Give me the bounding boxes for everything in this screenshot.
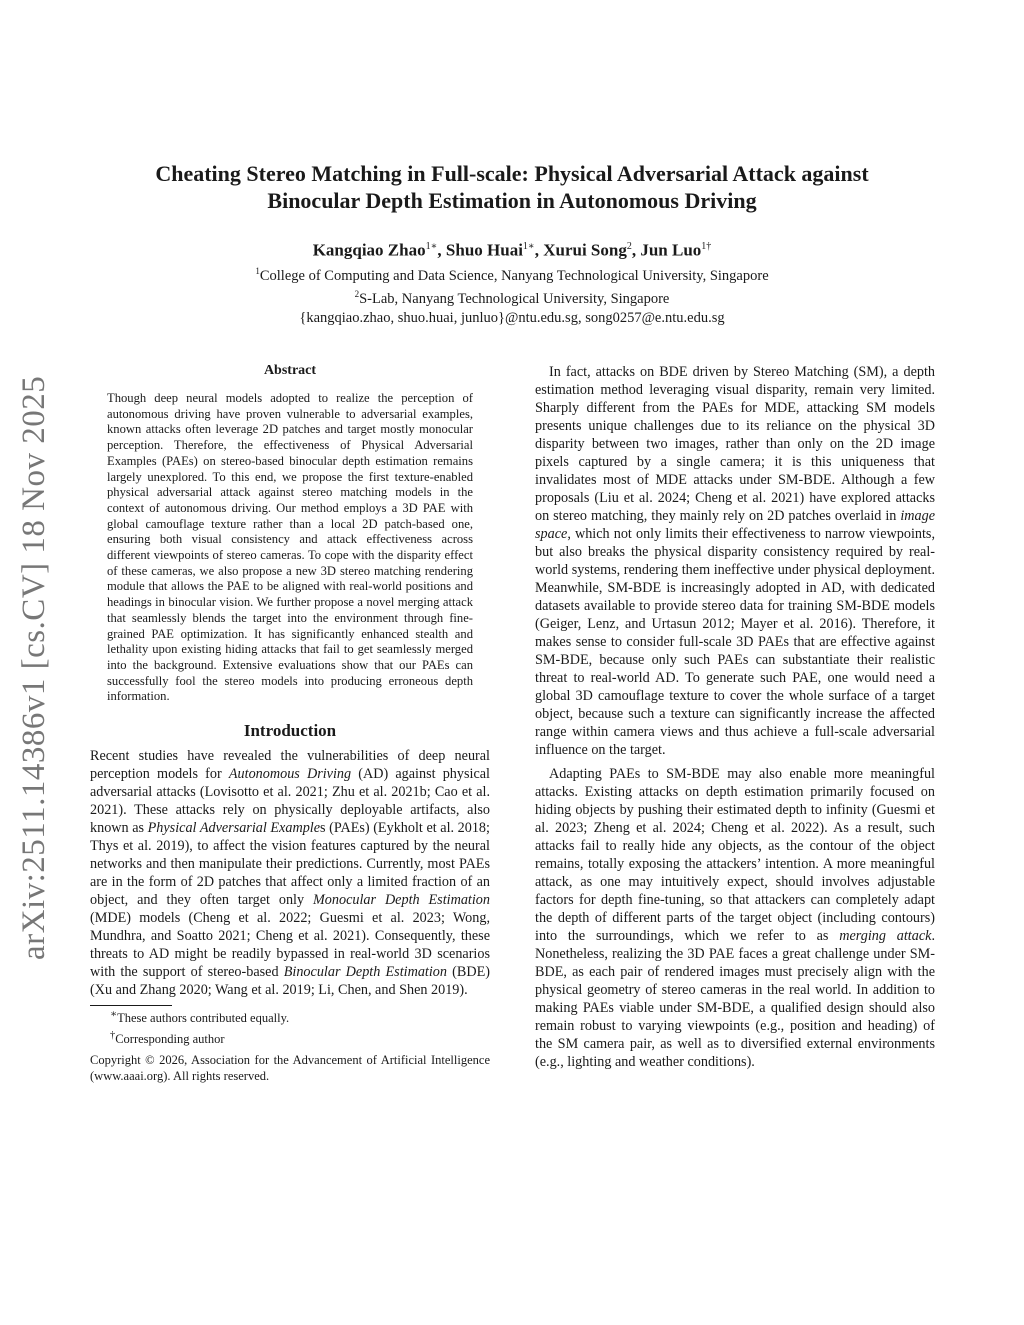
author-name: Xurui Song	[543, 240, 627, 260]
emphasized-term: Monocular Depth Estimation	[312, 892, 490, 909]
author-mark: 2	[626, 241, 632, 252]
text-run: (AD) against physical adversarial attacks (Lovisotto et al. 2021; Zhu et al. 2021b; Cao et al. 2021). These attacks rely on physically deployable artifacts, also known as	[90, 766, 490, 837]
emphasized-term: Autonomous Driving	[228, 766, 352, 783]
text-run: , which not only limits their effectiveness to narrow viewpoints, but also breaks the physical disparity consistency required by real-world systems, rendering them ineffective under physical deployment. Meanwhile, SM-BDE is increasingly adopted in AD, with dedicated datasets available to provide stereo data for training SM-BDE models (Geiger, Lenz, and Urtasun 2012; Mayer et al. 2016). Therefore, it makes sense to consider full-scale 3D PAEs that are effective against SM-BDE, because only such PAEs can substantiate their realistic threat to real-world AD. To generate such PAE, one would need a global 3D camouflage texture to cover the whole surface of a target object, because such a texture can significantly increase the affected range within camera views and thus achieve a full-scale adversarial influence on the target.	[535, 526, 935, 758]
introduction-heading: Introduction	[243, 721, 337, 741]
paper-title	[100, 160, 924, 214]
author-mark: 1∗	[425, 241, 438, 252]
arxiv-identifier-stamp: arXiv:2511.14386v1 [cs.CV] 18 Nov 2025	[16, 375, 52, 960]
emphasized-term: merging attack	[839, 928, 932, 944]
affiliation-1: $^1$College of Computing and Data Science, Nanyang Technological University, Singapore	[255, 265, 769, 284]
affiliation-2: $^2$S-Lab, Nanyang Technological University, Singapore	[354, 289, 670, 308]
text-run: s (PAEs) (Eykholt et al. 2018; Thys et al. 2019), to affect the vision features captured by the neural networks and then manipulate their predictions. Currently, most PAEs are in the form of 2D patches that affect only a limited fraction of an object, and they often target only	[90, 820, 490, 909]
title-line-1: Cheating Stereo Matching in Full-scale: Physical Adversarial Attack against	[155, 161, 869, 186]
author-mark: 1∗	[522, 241, 535, 252]
right-column	[535, 363, 935, 1071]
text-run: Adapting PAEs to SM-BDE may also enable more meaningful attacks. Existing attacks on depth estimation primarily focused on hiding objects by pushing their estimated depth to infinity (Guesmi et al. 2023; Zheng et al. 2024; Cheng et al. 2022). As a result, such attacks fail to really hide any objects, as the contour of the object remains, totally exposing the attackers’ intention. A more meaningful attack, as one may intuitively expect, should involves adjustable factors for depth fine-tuning, so that attackers can completely adapt the depth of different parts of the target object (including contours) into the surroundings, which we refer to as	[535, 766, 935, 944]
author-name: Jun Luo	[640, 240, 702, 260]
author-name: Shuo Huai	[445, 240, 523, 260]
paper-header	[100, 160, 924, 328]
emphasized-term: image space	[535, 508, 935, 542]
left-column	[90, 363, 490, 1084]
intro-paragraph-1	[90, 747, 490, 999]
title-line-2: Binocular Depth Estimation in Autonomous Driving	[267, 188, 757, 213]
intro-paragraph-2	[535, 363, 935, 759]
text-run: In fact, attacks on BDE driven by Stereo Matching (SM), a depth estimation method leveraging visual disparity, remain very limited. Sharply different from the PAEs for MDE, attacking SM models presents unique challenges due to its reliance on the physical 3D disparity between two images, rather than only on the 2D image pixels captured by a single camera; it is this uniqueness that invalidates most of MDE attacks under SM-BDE. Although a few proposals (Liu et al. 2024; Cheng et al. 2021) have explored attacks on stereo matching, they mainly rely on 2D patches overlaid in	[535, 364, 935, 524]
text-run: Recent studies have revealed the vulnerabilities of deep neural perception models for	[90, 748, 490, 783]
footnote-equal-contribution: ∗These authors contributed equally.	[110, 1009, 290, 1026]
emphasized-term: Binocular Depth Estimation	[283, 964, 447, 981]
author-emails: {kangqiao.zhao, shuo.huai, junluo}@ntu.edu.sg, song0257@e.ntu.edu.sg	[299, 310, 725, 327]
author-mark: 1†	[701, 241, 712, 252]
abstract-body: Though deep neural models adopted to realize the perception of autonomous driving have proven vulnerable to adversarial examples, known attacks often leverage 2D patches and target mostly monocular perception. Therefore, the effectiveness of Physical Adversarial Examples (PAEs) on stereo-based binocular depth estimation remains largely unexplored. To this end, we propose the first texture-enabled physical adversarial attack against stereo matching models in the context of autonomous driving. Our method employs a 3D PAE with global camouflage texture rather than a local 2D patch-based one, ensuring both visual consistency and attack effectiveness across different viewpoints of stereo cameras. To cope with the disparity effect of these cameras, we also propose a new 3D stereo matching rendering module that allows the PAE to be aligned with real-world positions and headings in binocular vision. We further propose a novel merging attack that seamlessly blends the target into the environment through fine-grained PAE optimization. It has significantly enhanced stealth and lethality upon existing hiding attacks that fail to get seamlessly merged into the background. Extensive evaluations show that our PAEs can successfully fool the stereo models into producing erroneous depth information.	[107, 391, 473, 704]
author-list: Kangqiao Zhao$^{1∗}$, Shuo Huai$^{1∗}$, Xurui Song$^2$, Jun Luo$^{1\dagger}$	[312, 240, 712, 260]
footnote-corresponding-author: †Corresponding author	[110, 1030, 225, 1047]
text-run: (MDE) models (Cheng et al. 2022; Guesmi et al. 2023; Wong, Mundhra, and Soatto 2021; Cheng et al. 2021). Consequently, these threats to AD might be readily bypassed in real-world 3D scenarios with the support of stereo-based	[90, 910, 490, 981]
text-run: (BDE) (Xu and Zhang 2020; Wang et al. 2019; Li, Chen, and Shen 2019).	[90, 964, 491, 999]
intro-paragraph-3	[535, 765, 935, 1071]
author-name: Kangqiao Zhao	[312, 240, 426, 260]
emphasized-term: Physical Adversarial Example	[147, 820, 321, 837]
abstract-heading: Abstract	[263, 363, 317, 378]
copyright-notice: Copyright © 2026, Association for the Advancement of Artificial Intelligence (www.aaai.org). All rights reserved.	[90, 1053, 490, 1084]
text-run: . Nonetheless, realizing the 3D PAE faces a great challenge under SM-BDE, as each pair of rendered images must precisely align with the physical geometry of stereo cameras in the real world. In addition to making PAEs viable under SM-BDE, a qualified design should also remain robust to varying viewpoints (e.g., position and heading) of the SM camera pair, as well as to diversified external environments (e.g., lighting and weather conditions).	[535, 928, 935, 1070]
